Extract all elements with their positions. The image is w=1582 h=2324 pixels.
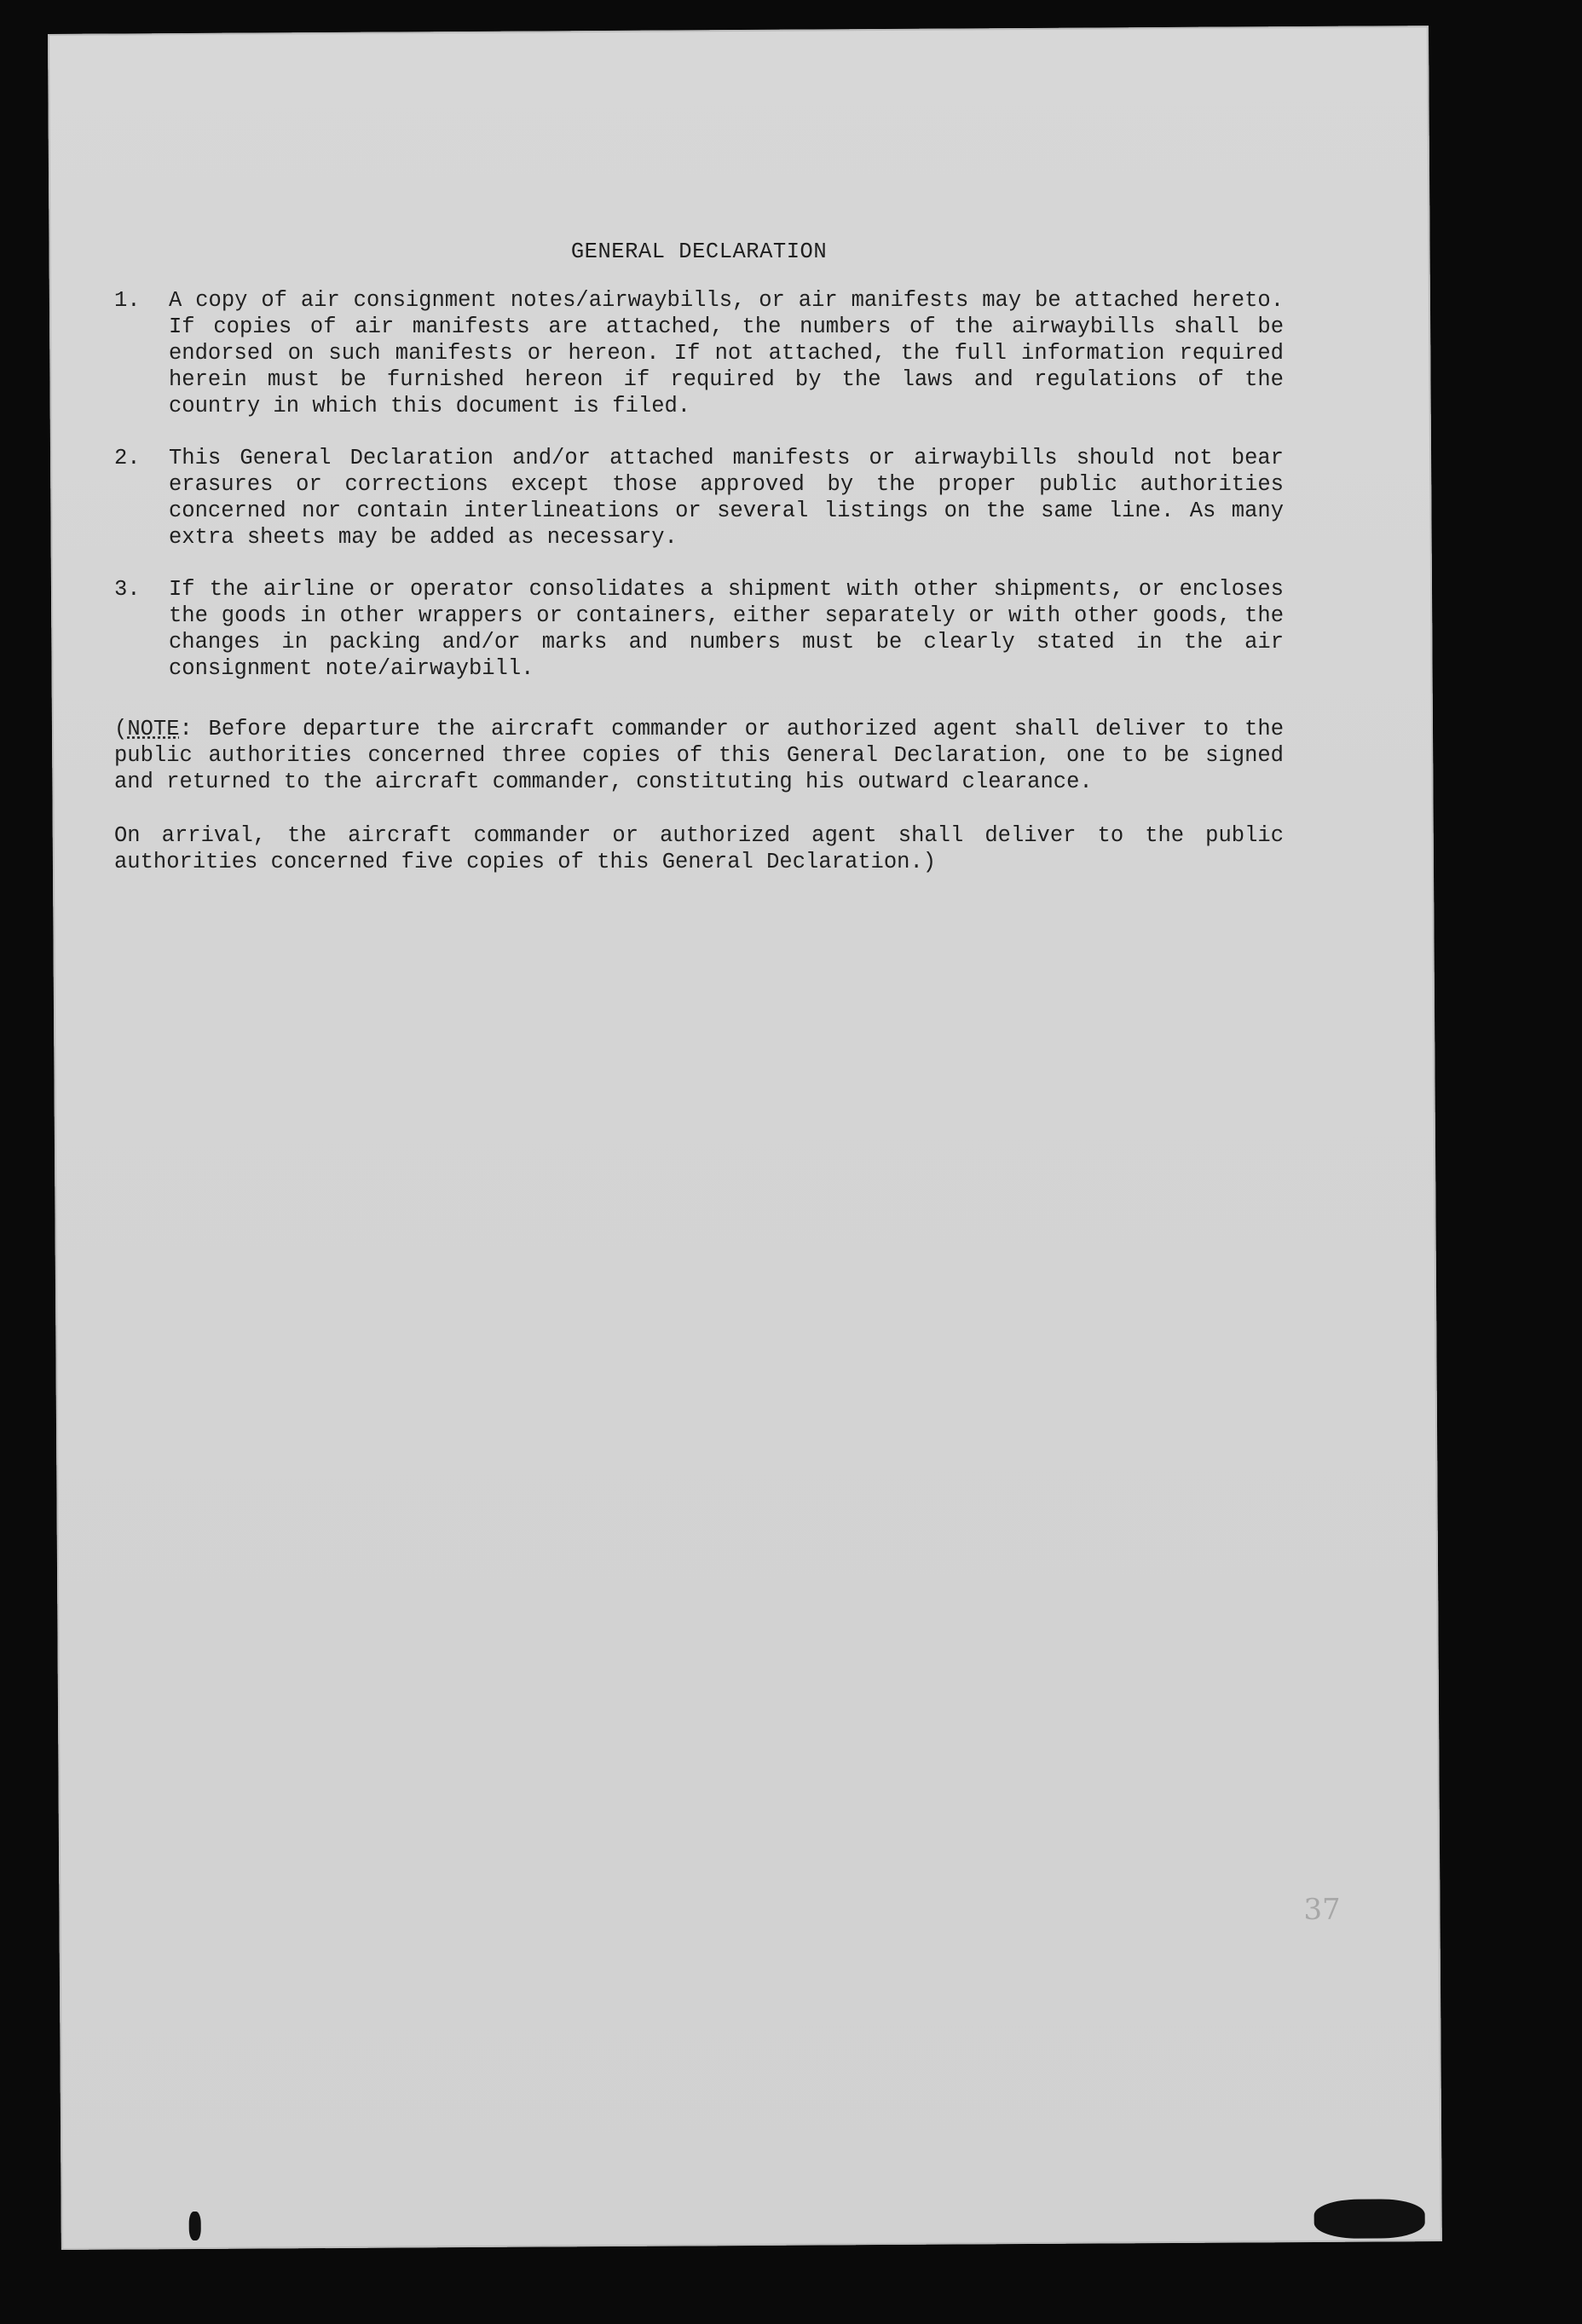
edge-mark (189, 2212, 201, 2240)
note-open-paren: ( (114, 717, 128, 741)
item-text: A copy of air consignment notes/airwaybills, or air manifests may be attached hereto. If copies of air manifests are attached, the numbers of the airwaybills shall be endorsed on such manifests or hereon. If not attached, the full information required herein must be furnished hereon if required by the laws and regulations of the country in which this document is filed. (169, 288, 1284, 418)
edge-smudge (1314, 2199, 1425, 2239)
list-item (114, 445, 1284, 551)
item-number: 3. (114, 577, 141, 602)
note-paragraph (114, 716, 1284, 795)
page-title: GENERAL DECLARATION (570, 239, 828, 264)
margin-mark: 37 (1303, 1892, 1341, 1928)
declaration-text (114, 239, 1284, 875)
list-item (114, 576, 1284, 682)
note-label: NOTE (127, 717, 180, 741)
arrival-paragraph: On arrival, the aircraft commander or authorized agent shall deliver to the public authorities concerned five copies of this General Declaration.) (114, 823, 1284, 874)
item-number: 2. (114, 446, 141, 470)
item-text: If the airline or operator consolidates a shipment with other shipments, or encloses the goods in other wrappers or containers, either separately or with other goods, the changes in packing and/or marks and numbers must be clearly stated in the air consignment note/airwaybill. (169, 577, 1284, 681)
list-item (114, 287, 1284, 419)
item-text: This General Declaration and/or attached manifests or airwaybills should not bear erasures or corrections except those approved by the proper public authorities concerned nor contain interlineations or several listings on the same line. As many extra sheets may be added as necessary. (169, 446, 1284, 550)
item-number: 1. (114, 288, 141, 313)
note-text: : Before departure the aircraft commander or authorized agent shall deliver to the public authorities concerned three copies of this General Declaration, one to be signed and returned to the aircraft commander, constituting his outward clearance. (114, 717, 1284, 794)
